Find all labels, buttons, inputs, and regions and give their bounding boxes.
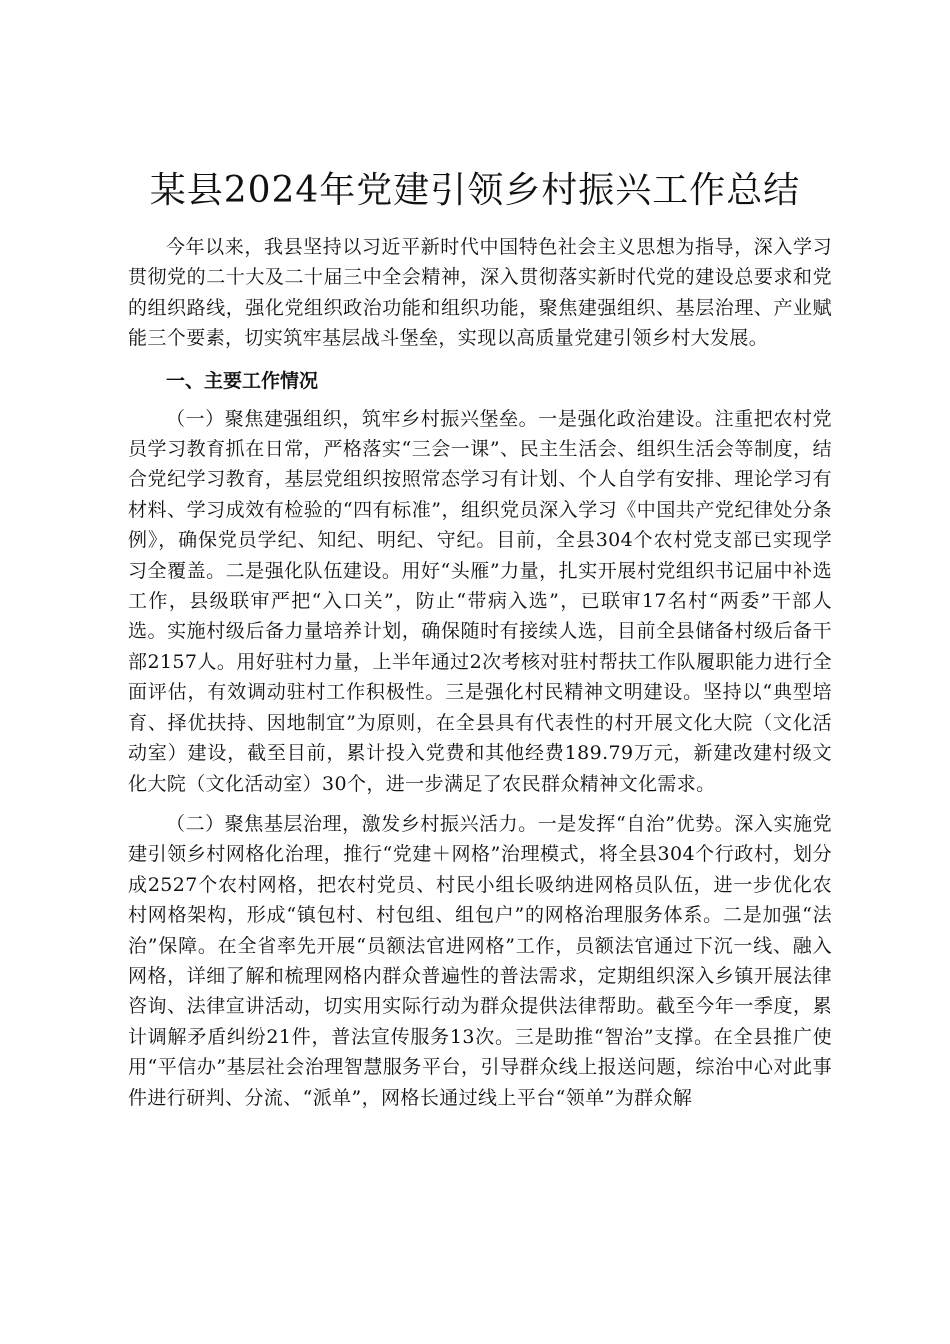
document-title: 某县2024年党建引领乡村振兴工作总结: [149, 170, 801, 211]
document-body: [128, 232, 832, 1113]
paragraph-governance: （二）聚焦基层治理，激发乡村振兴活力。一是发挥“自治”优势。深入实施党建引领乡村网格化治理，推行“党建＋网格”治理模式，将全县304个行政村，划分成2527个农村网格，把农村党员、村民小组长吸纳进网格员队伍，进一步优化农村网格架构，形成“镇包村、村包组、组包户”的网格治理服务体系。二是加强“法治”保障。在全省率先开展“员额法官进网格”工作，员额法官通过下沉一线、融入网格，详细了解和梳理网格内群众普遍性的普法需求，定期组织深入乡镇开展法律咨询、法律宣讲活动，切实用实际行动为群众提供法律帮助。截至今年一季度，累计调解矛盾纠纷21件，普法宣传服务13次。三是助推“智治”支撑。在全县推广使用“平信办”基层社会治理智慧服务平台，引导群众线上报送问题，综治中心对此事件进行研判、分流、“派单”，网格长通过线上平台“领单”为群众解: [128, 812, 832, 1109]
paragraph-organization: （一）聚焦建强组织，筑牢乡村振兴堡垒。一是强化政治建设。注重把农村党员学习教育抓在日常，严格落实“三会一课”、民主生活会、组织生活会等制度，结合党纪学习教育，基层党组织按照常态学习有计划、个人自学有安排、理论学习有材料、学习成效有检验的“四有标准”，组织党员深入学习《中国共产党纪律处分条例》，确保党员学纪、知纪、明纪、守纪。目前，全县304个农村党支部已实现学习全覆盖。二是强化队伍建设。用好“头雁”力量，扎实开展村党组织书记届中补选工作，县级联审严把“入口关”，防止“带病入选”，已联审17名村“两委”干部人选。实施村级后备力量培养计划，确保随时有接续人选，目前全县储备村级后备干部2157人。用好驻村力量，上半年通过2次考核对驻村帮扶工作队履职能力进行全面评估，有效调动驻村工作积极性。三是强化村民精神文明建设。坚持以“典型培育、择优扶持、因地制宜”为原则，在全县具有代表性的村开展文化大院（文化活动室）建设，截至目前，累计投入党费和其他经费189.79万元，新建改建村级文化大院（文化活动室）30个，进一步满足了农民群众精神文化需求。: [128, 407, 832, 795]
section-heading-main-work: 一、主要工作情况: [166, 369, 319, 392]
intro-paragraph: 今年以来，我县坚持以习近平新时代中国特色社会主义思想为指导，深入学习贯彻党的二十大及二十届三中全会精神，深入贯彻落实新时代党的建设总要求和党的组织路线，强化党组织政治功能和组织功能，聚焦建强组织、基层治理、产业赋能三个要素，切实筑牢基层战斗堡垒，实现以高质量党建引领乡村大发展。: [128, 236, 832, 350]
